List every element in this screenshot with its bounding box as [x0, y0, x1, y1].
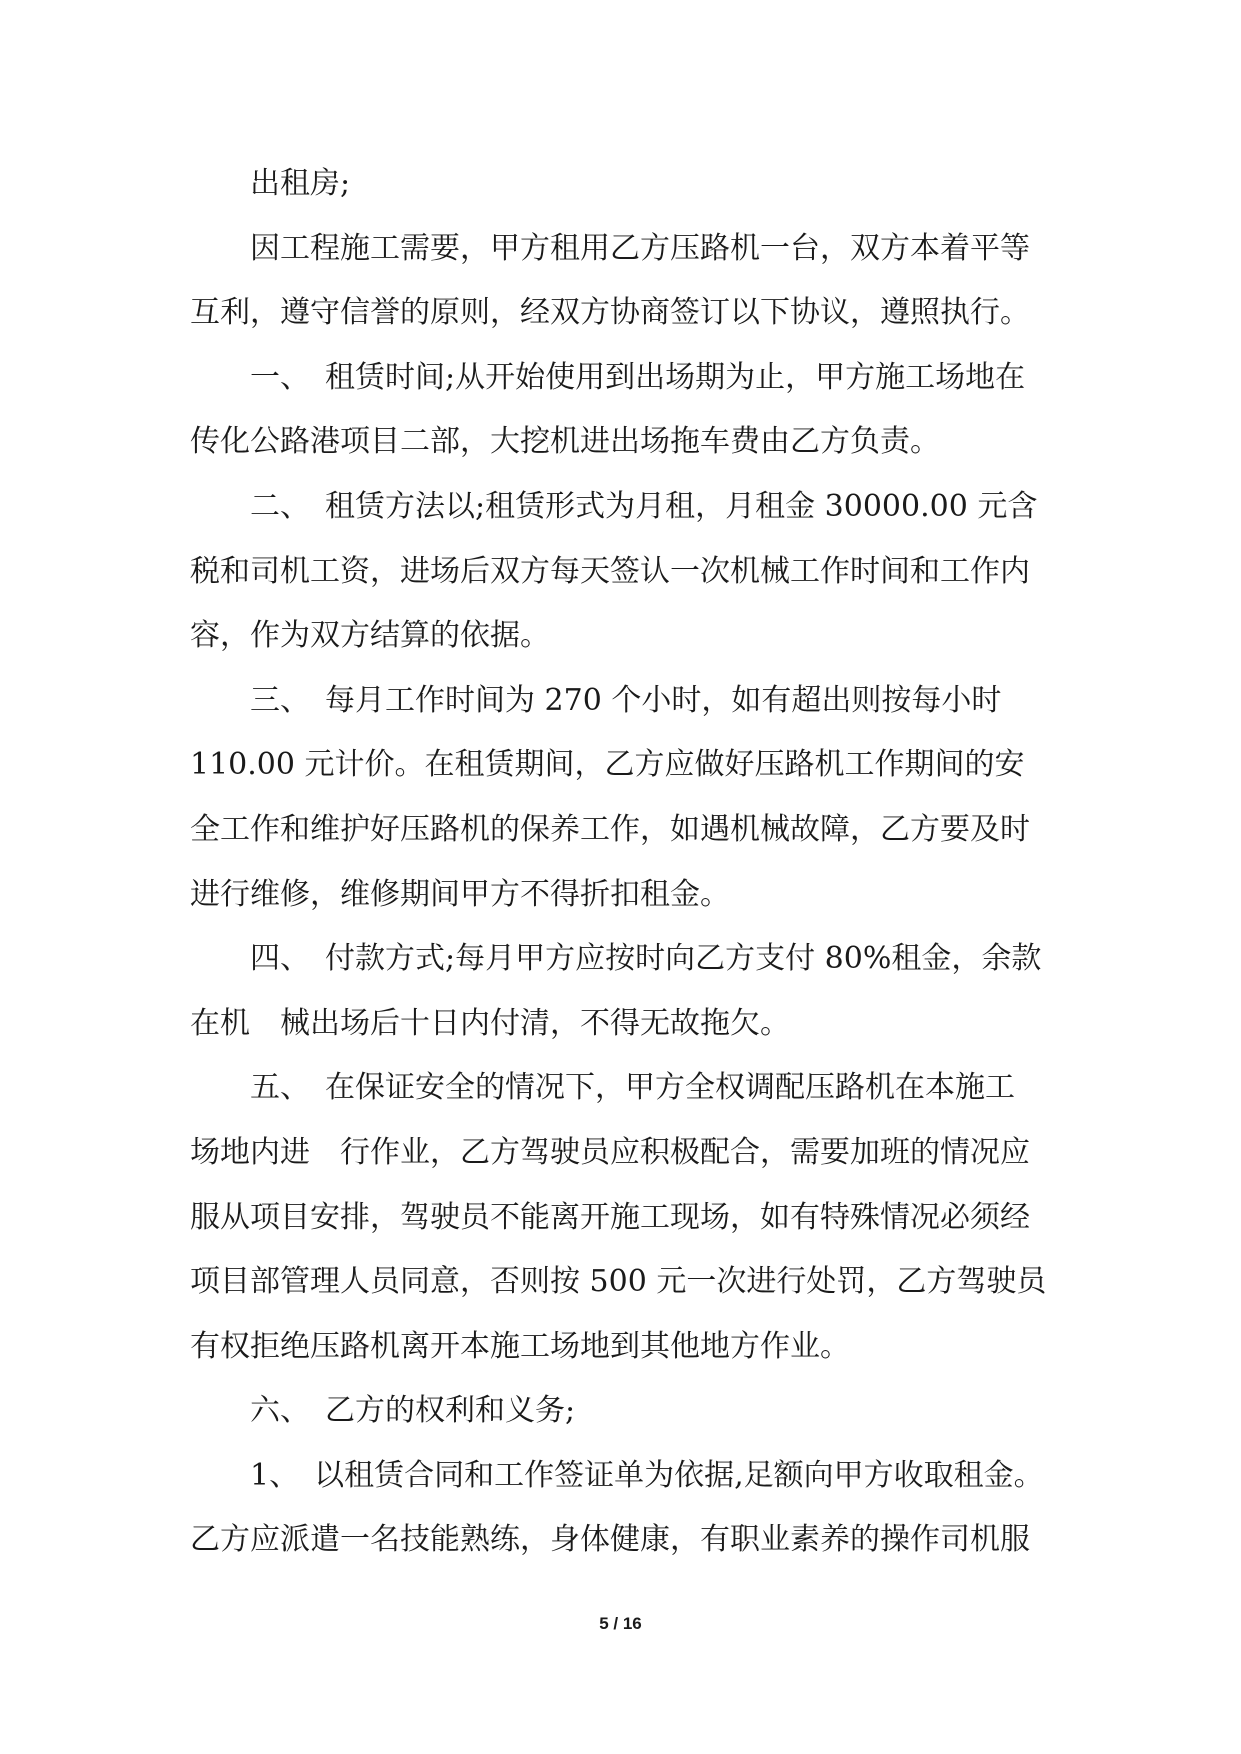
document-body — [190, 152, 1060, 1573]
text-line: 容，作为双方结算的依据。 — [190, 618, 550, 654]
text-line: 110.00 元计价。在租赁期间，乙方应做好压路机工作期间的安 — [190, 747, 1025, 783]
text-line: 互利，遵守信誉的原则，经双方协商签订以下协议，遵照执行。 — [190, 295, 1030, 331]
text-line: 服从项目安排，驾驶员不能离开施工现场，如有特殊情况必须经 — [190, 1199, 1030, 1235]
text-line: 三、 每月工作时间为 270 个小时，如有超出则按每小时 — [250, 682, 1002, 718]
text-line: 六、 乙方的权利和义务; — [250, 1393, 576, 1429]
text-line: 1、 以租赁合同和工作签证单为依据,足额向甲方收取租金。 — [250, 1457, 1044, 1493]
text-line: 因工程施工需要，甲方租用乙方压路机一台，双方本着平等 — [250, 230, 1030, 266]
text-line: 五、 在保证安全的情况下，甲方全权调配压路机在本施工 — [250, 1070, 1015, 1106]
text-line: 乙方应派遣一名技能熟练，身体健康，有职业素养的操作司机服 — [190, 1522, 1030, 1558]
text-line: 税和司机工资，进场后双方每天签认一次机械工作时间和工作内 — [190, 553, 1030, 589]
text-line: 在机 械出场后十日内付清，不得无故拖欠。 — [190, 1005, 790, 1041]
text-line: 进行维修，维修期间甲方不得折扣租金。 — [190, 876, 730, 912]
text-line: 有权拒绝压路机离开本施工场地到其他地方作业。 — [190, 1328, 850, 1364]
text-line: 二、 租赁方法以;租赁形式为月租，月租金 30000.00 元含 — [250, 488, 1038, 524]
page-number: 5 / 16 — [599, 1614, 642, 1633]
text-line: 四、 付款方式;每月甲方应按时向乙方支付 80%租金，余款 — [250, 941, 1042, 977]
text-line: 项目部管理人员同意，否则按 500 元一次进行处罚，乙方驾驶员 — [190, 1264, 1047, 1300]
text-line: 全工作和维护好压路机的保养工作，如遇机械故障，乙方要及时 — [190, 811, 1030, 847]
text-line: 出租房; — [250, 166, 351, 201]
text-line: 场地内进 行作业，乙方驾驶员应积极配合，需要加班的情况应 — [190, 1134, 1030, 1170]
text-line: 传化公路港项目二部，大挖机进出场拖车费由乙方负责。 — [190, 424, 940, 460]
text-line: 一、 租赁时间;从开始使用到出场期为止，甲方施工场地在 — [250, 359, 1026, 395]
